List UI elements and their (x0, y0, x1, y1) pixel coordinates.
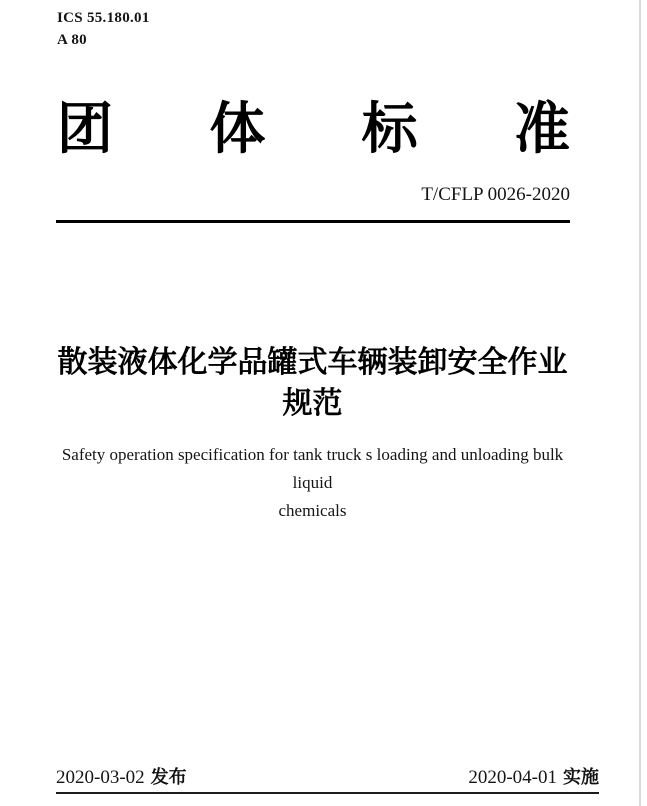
header-rule (56, 220, 570, 223)
standard-number: T/CFLP 0026-2020 (421, 184, 570, 205)
document-title-zh-line1: 散装液体化学品罐式车辆装卸安全作业 (57, 345, 568, 380)
document-title-zh (55, 342, 570, 424)
issue-label: 发布 (150, 767, 187, 788)
implementation-date: 2020-04-01 (468, 767, 557, 788)
scanned-page-edge-line (639, 0, 641, 806)
issue-date-group (56, 763, 187, 789)
implementation-label: 实施 (563, 767, 599, 788)
standard-type-char: 准 (513, 97, 570, 162)
footer-dates-row (56, 763, 599, 794)
ics-code: ICS 55.180.01 (57, 10, 150, 26)
standard-type-title (57, 97, 570, 162)
standard-type-char: 体 (209, 97, 266, 162)
document-title-en (55, 441, 570, 525)
document-title-zh-line2: 规范 (282, 386, 343, 421)
classification-code: A 80 (57, 32, 87, 48)
ics-classification-block (57, 7, 150, 51)
issue-date: 2020-03-02 (56, 767, 145, 788)
document-title-en-line1: Safety operation specification for tank truck s loading and unloading bulk liquid (61, 445, 564, 492)
standard-type-char: 标 (361, 97, 418, 162)
implementation-date-group (468, 763, 599, 789)
document-title-en-line2: chemicals (278, 501, 347, 520)
standard-type-char: 团 (57, 97, 113, 162)
